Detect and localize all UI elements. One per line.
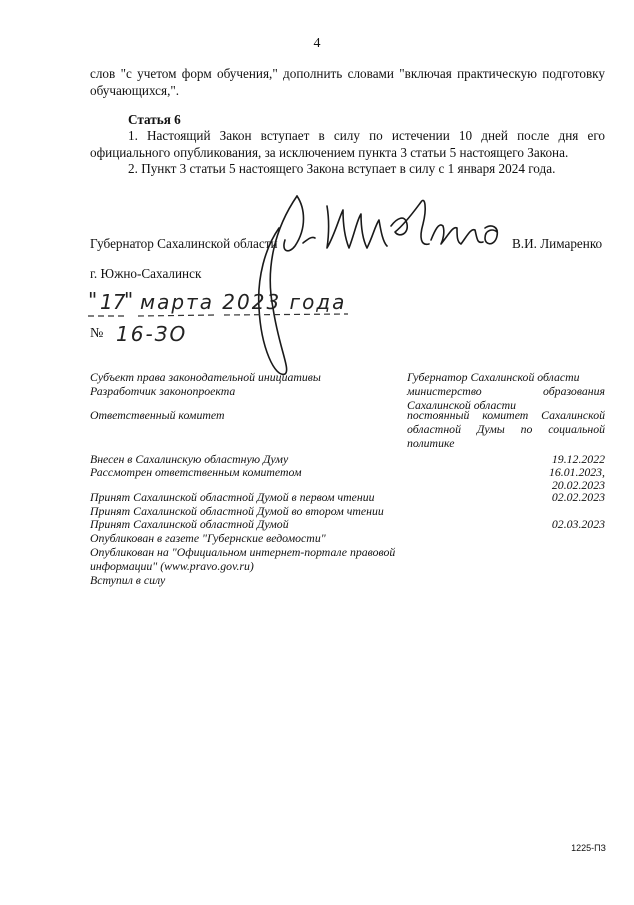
subject-value: Губернатор Сахалинской области — [407, 370, 580, 384]
first-reading-label: Принят Сахалинской областной Думой в первом чтении — [90, 490, 375, 504]
handwritten-signature-icon — [245, 188, 510, 378]
reviewed-date-2: 20.02.2023 — [551, 478, 605, 492]
adopted-date: 02.03.2023 — [551, 517, 605, 531]
article-paragraph-1: 1. Настоящий Закон вступает в силу по истечении 10 дней после дня его официального опубликования, за исключением пункта 3 статьи 5 настоящего Закона. — [90, 128, 605, 160]
published-portal-label: Опубликован на "Официальном интернет-портале правовой информации" (www.pravo.gov.ru) — [90, 545, 396, 573]
reviewed-date-1: 16.01.2023, — [548, 465, 605, 479]
effective-label: Вступил в силу — [90, 573, 166, 587]
submitted-date: 19.12.2022 — [551, 452, 605, 466]
second-reading-label: Принят Сахалинской областной Думой во втором чтении — [90, 504, 384, 518]
intro-paragraph: слов "с учетом форм обучения," дополнить словами "включая практическую подготовку обучающихся,". — [90, 66, 605, 98]
law-number: 16-ЗО — [116, 322, 188, 346]
published-newspaper-label: Опубликован в газете "Губернские ведомости" — [90, 531, 326, 545]
date-quote-close: " — [124, 288, 134, 312]
number-label: № — [90, 326, 104, 341]
reviewed-label: Рассмотрен ответственным комитетом — [90, 465, 302, 479]
date-quote-open: " — [88, 288, 98, 312]
page-number: 4 — [313, 36, 321, 51]
city: г. Южно-Сахалинск — [90, 266, 202, 281]
date-month-year: марта 2023 года — [140, 290, 347, 314]
date-day: 17 — [100, 290, 126, 314]
adopted-label: Принят Сахалинской областной Думой — [90, 517, 289, 531]
submitted-label: Внесен в Сахалинскую областную Думу — [90, 452, 289, 466]
committee-label: Ответственный комитет — [90, 408, 225, 422]
signatory-position: Губернатор Сахалинской области — [90, 236, 278, 251]
date-underline — [88, 312, 350, 320]
developer-label: Разработчик законопроекта — [90, 384, 236, 398]
developer-value: министерство образования Сахалинской области — [407, 384, 605, 412]
article-heading: Статья 6 — [128, 112, 181, 127]
first-reading-date: 02.02.2023 — [551, 490, 605, 504]
article-paragraph-2: 2. Пункт 3 статьи 5 настоящего Закона вступает в силу с 1 января 2024 года. — [128, 161, 556, 176]
signatory-name: В.И. Лимаренко — [512, 236, 603, 251]
subject-label: Субъект права законодательной инициативы — [90, 370, 321, 384]
committee-value: постоянный комитет Сахалинской областной Думы по социальной политике — [407, 408, 605, 450]
document-code: 1225-ПЗ — [571, 843, 606, 853]
